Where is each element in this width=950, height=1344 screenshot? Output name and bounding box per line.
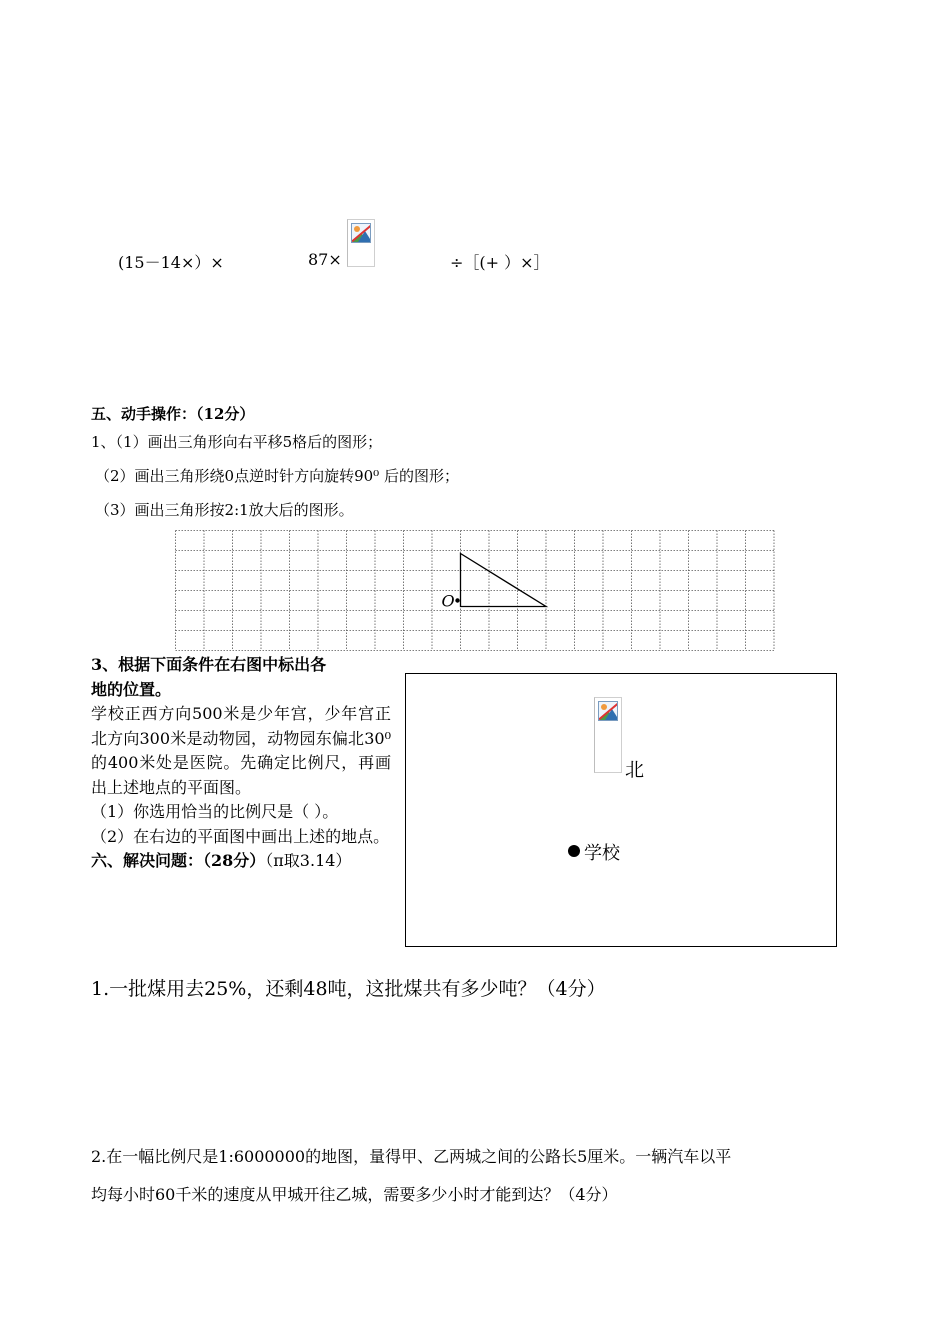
question-2-line-2: 均每小时60千米的速度从甲城开往乙城，需要多少小时才能到达？（4分） [91, 1185, 618, 1204]
expression-1: (15－14×）× [118, 253, 224, 272]
section-5-title: 五、动手操作：（12分） [91, 405, 255, 423]
q3-title-line-2: 地的位置。 [91, 679, 172, 699]
q3-block [91, 653, 391, 874]
north-label: 北 [625, 759, 645, 781]
broken-image-icon [594, 697, 622, 773]
point-o-label: O [441, 591, 455, 611]
rotation-point [455, 598, 459, 602]
expression-3: ÷［(+ ）×］ [450, 253, 550, 272]
section-6-note: （π取3.14） [265, 851, 352, 870]
q3-body: 学校正西方向500米是少年宫，少年宫正北方向300米是动物园，动物园东偏北30⁰的400米处是医院。先确定比例尺，再画出上述地点的平面图。 [91, 704, 391, 797]
triangle-shape [461, 554, 547, 607]
drawing-grid [175, 530, 776, 652]
map-box [405, 673, 837, 947]
q3-sub-2: （2）在右边的平面图中画出上述的地点。 [91, 826, 390, 846]
section-5-item-3: （3）画出三角形按2:1放大后的图形。 [95, 501, 354, 519]
q3-title-line-1: 3、根据下面条件在右图中标出各 [91, 655, 327, 674]
q3-sub-1: （1）你选用恰当的比例尺是（ ）。 [91, 802, 339, 821]
school-dot [568, 845, 580, 857]
school-label: 学校 [584, 843, 620, 864]
section-5-item-1: 1、（1）画出三角形向右平移5格后的图形； [91, 433, 383, 451]
question-1: 1.一批煤用去25%，还剩48吨，这批煤共有多少吨？（4分） [91, 978, 606, 1000]
expression-2: 87× [308, 250, 342, 269]
section-6-title: 六、解决问题：（28分） [91, 851, 266, 870]
question-2-line-1: 2.在一幅比例尺是1:6000000的地图，量得甲、乙两城之间的公路长5厘米。一辆汽车以平 [91, 1147, 732, 1166]
section-5-item-2: （2）画出三角形绕0点逆时针方向旋转90⁰ 后的图形； [95, 467, 459, 485]
section-6-heading [91, 849, 391, 874]
broken-image-icon [347, 219, 375, 267]
